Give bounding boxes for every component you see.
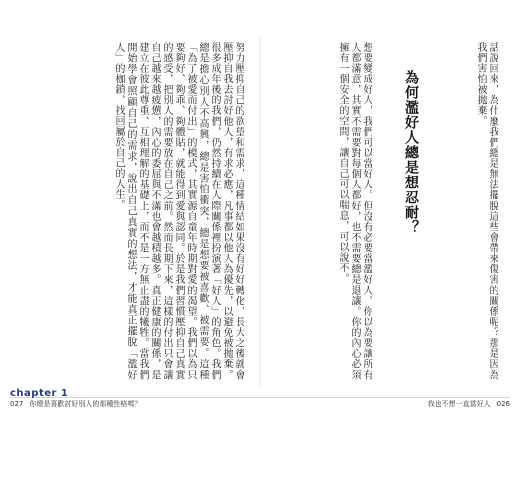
chapter-label: chapter 1 bbox=[10, 388, 69, 399]
page-gutter bbox=[259, 36, 261, 386]
left-running-title: 你總是喜歡討好別人的那種性格嗎？ bbox=[29, 400, 142, 408]
right-running-title: 我也不想一直當好人 bbox=[427, 400, 491, 408]
right-page-footer bbox=[428, 399, 510, 409]
left-page-body-text: 努力壓抑自己的欲望和需求，這種情結如果沒有好好轉化，長大之後就會壓抑自我去討好他人，有求必應，凡事都以他人為優先，以避免被拋棄。很多成年後的我們，仍然持續在人際關係裡扮演著「好人」的角色。我們總是擔心別人不高興，總是害怕衝突，總是想要被喜歡、被需要。這種「為了被愛而付出」的模式，其實源自童年時期對愛的渴望。我們以為只要夠好、夠乖、夠體貼，就能得到愛與認同。於是我們習慣壓抑自己真實的感受，把別人的需要放在自己之前。然而長期下來，這樣的付出只會讓自己越來越疲憊，內心的委屈與不滿也會越積越多。真正健康的關係，是建立在彼此尊重、互相理解的基礎上，而不是一方無止盡的犧牲。當我們開始學會照顧自己的需求，說出自己真實的想法，才能真正擺脫「濫好人」的枷鎖，找回屬於自己的人生。 bbox=[113, 42, 244, 380]
left-page-footer bbox=[10, 399, 250, 409]
right-page-body-text: 想要變成好人，我們可以當好人。但沒有必要當濫好人。你以為要讓所有人都滿意，其實不需要對每個人都好，也不需要總是退讓。你的內心必須擁有一個安全的空間，讓自己可以喘息，可以說不。 bbox=[337, 42, 372, 380]
right-page-number: 026 bbox=[496, 400, 510, 408]
left-page-number: 027 bbox=[10, 400, 24, 408]
footer-divider bbox=[10, 397, 510, 398]
book-spread bbox=[10, 36, 510, 386]
section-heading: 為何濫好人總是想忍耐？ bbox=[403, 70, 419, 235]
right-page-intro-text: 話說回來，為什麼我們總是無法擺脫這些會帶來傷害的關係呢？那是因為我們害怕被拋棄。 bbox=[475, 42, 498, 380]
